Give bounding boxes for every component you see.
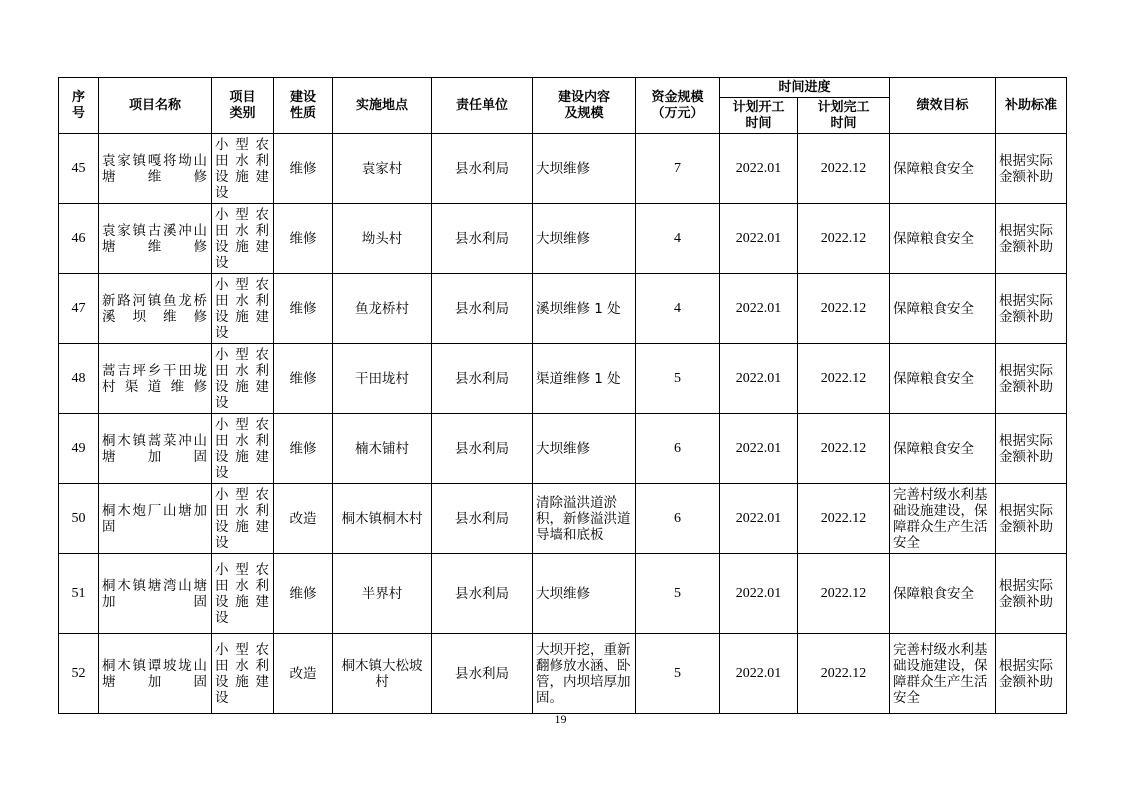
cell-goal: 保障粮食安全 bbox=[890, 274, 996, 344]
cell-end: 2022.12 bbox=[798, 344, 890, 414]
header-name bbox=[99, 78, 212, 134]
cell-subsidy: 根据实际金额补助 bbox=[996, 344, 1067, 414]
cell-goal: 保障粮食安全 bbox=[890, 554, 996, 634]
cell-start: 2022.01 bbox=[720, 484, 798, 554]
cell-end: 2022.12 bbox=[798, 554, 890, 634]
cell-seq: 46 bbox=[59, 204, 99, 274]
cell-content: 大坝维修 bbox=[533, 204, 636, 274]
cell-nature: 维修 bbox=[274, 274, 333, 344]
cell-subsidy: 根据实际金额补助 bbox=[996, 134, 1067, 204]
cell-location: 桐木镇大松坡村 bbox=[333, 634, 432, 714]
cell-category: 小型农田水利设施建设 bbox=[212, 484, 274, 554]
cell-nature: 维修 bbox=[274, 414, 333, 484]
cell-fund: 5 bbox=[636, 344, 720, 414]
cell-fund: 6 bbox=[636, 484, 720, 554]
cell-seq: 51 bbox=[59, 554, 99, 634]
cell-unit: 县水利局 bbox=[432, 204, 533, 274]
cell-fund: 5 bbox=[636, 554, 720, 634]
cell-start: 2022.01 bbox=[720, 204, 798, 274]
page-number: 19 bbox=[554, 712, 567, 726]
header-subsidy bbox=[996, 78, 1067, 134]
cell-subsidy: 根据实际金额补助 bbox=[996, 554, 1067, 634]
cell-name: 袁家镇古溪冲山塘维修 bbox=[99, 204, 212, 274]
table-row bbox=[59, 634, 1067, 714]
cell-location: 袁家村 bbox=[333, 134, 432, 204]
cell-unit: 县水利局 bbox=[432, 484, 533, 554]
cell-content: 清除溢洪道淤积，新修溢洪道导墙和底板 bbox=[533, 484, 636, 554]
header-nature bbox=[274, 78, 333, 134]
cell-nature: 维修 bbox=[274, 134, 333, 204]
header-schedule-label: 时间进度 bbox=[778, 79, 831, 95]
cell-name: 袁家镇嘎将坳山塘维修 bbox=[99, 134, 212, 204]
cell-unit: 县水利局 bbox=[432, 634, 533, 714]
cell-start: 2022.01 bbox=[720, 274, 798, 344]
cell-seq: 50 bbox=[59, 484, 99, 554]
cell-goal: 完善村级水利基础设施建设，保障群众生产生活安全 bbox=[890, 634, 996, 714]
cell-content: 大坝开挖，重新翻修放水涵、卧管，内坝培厚加固。 bbox=[533, 634, 636, 714]
cell-fund: 5 bbox=[636, 634, 720, 714]
cell-category: 小型农田水利设施建设 bbox=[212, 134, 274, 204]
header-name-label: 项目名称 bbox=[128, 97, 181, 113]
cell-start: 2022.01 bbox=[720, 414, 798, 484]
cell-content: 大坝维修 bbox=[533, 414, 636, 484]
cell-seq: 52 bbox=[59, 634, 99, 714]
header-location bbox=[333, 78, 432, 134]
cell-goal: 保障粮食安全 bbox=[890, 414, 996, 484]
cell-location: 鱼龙桥村 bbox=[333, 274, 432, 344]
cell-start: 2022.01 bbox=[720, 634, 798, 714]
cell-fund: 6 bbox=[636, 414, 720, 484]
cell-start: 2022.01 bbox=[720, 554, 798, 634]
cell-location: 干田垅村 bbox=[333, 344, 432, 414]
cell-end: 2022.12 bbox=[798, 274, 890, 344]
cell-unit: 县水利局 bbox=[432, 274, 533, 344]
cell-category: 小型农田水利设施建设 bbox=[212, 344, 274, 414]
cell-subsidy: 根据实际金额补助 bbox=[996, 484, 1067, 554]
cell-subsidy: 根据实际金额补助 bbox=[996, 414, 1067, 484]
table-row bbox=[59, 414, 1067, 484]
cell-location: 楠木铺村 bbox=[333, 414, 432, 484]
cell-end: 2022.12 bbox=[798, 414, 890, 484]
cell-name: 蒿吉坪乡干田垅村渠道维修 bbox=[99, 344, 212, 414]
header-category-label: 项目 类别 bbox=[229, 89, 256, 121]
header-subsidy-label: 补助标准 bbox=[1005, 97, 1058, 113]
cell-fund: 7 bbox=[636, 134, 720, 204]
cell-fund: 4 bbox=[636, 274, 720, 344]
table-row bbox=[59, 484, 1067, 554]
header-content bbox=[533, 78, 636, 134]
header-start bbox=[720, 98, 798, 134]
cell-name: 桐木镇蒿菜冲山塘加固 bbox=[99, 414, 212, 484]
cell-content: 大坝维修 bbox=[533, 134, 636, 204]
cell-category: 小型农田水利设施建设 bbox=[212, 274, 274, 344]
header-fund-label: 资金规模 （万元） bbox=[651, 89, 704, 121]
cell-location: 半界村 bbox=[333, 554, 432, 634]
header-seq bbox=[59, 78, 99, 134]
cell-nature: 改造 bbox=[274, 484, 333, 554]
cell-name: 桐木镇谭坡垅山塘加固 bbox=[99, 634, 212, 714]
cell-location: 坳头村 bbox=[333, 204, 432, 274]
cell-unit: 县水利局 bbox=[432, 134, 533, 204]
cell-content: 大坝维修 bbox=[533, 554, 636, 634]
cell-end: 2022.12 bbox=[798, 204, 890, 274]
header-seq-label: 序 号 bbox=[71, 89, 85, 121]
cell-end: 2022.12 bbox=[798, 484, 890, 554]
header-end bbox=[798, 98, 890, 134]
cell-category: 小型农田水利设施建设 bbox=[212, 414, 274, 484]
header-unit-label: 责任单位 bbox=[455, 97, 508, 113]
cell-category: 小型农田水利设施建设 bbox=[212, 554, 274, 634]
table-row bbox=[59, 274, 1067, 344]
cell-subsidy: 根据实际金额补助 bbox=[996, 634, 1067, 714]
header-nature-label: 建设 性质 bbox=[289, 89, 316, 121]
cell-goal: 完善村级水利基础设施建设，保障群众生产生活安全 bbox=[890, 484, 996, 554]
cell-nature: 维修 bbox=[274, 204, 333, 274]
cell-seq: 49 bbox=[59, 414, 99, 484]
cell-nature: 改造 bbox=[274, 634, 333, 714]
cell-goal: 保障粮食安全 bbox=[890, 344, 996, 414]
header-unit bbox=[432, 78, 533, 134]
cell-location: 桐木镇桐木村 bbox=[333, 484, 432, 554]
cell-name: 桐木镇塘湾山塘加固 bbox=[99, 554, 212, 634]
cell-nature: 维修 bbox=[274, 554, 333, 634]
cell-unit: 县水利局 bbox=[432, 414, 533, 484]
header-schedule bbox=[720, 78, 890, 98]
cell-content: 溪坝维修 1 处 bbox=[533, 274, 636, 344]
cell-end: 2022.12 bbox=[798, 634, 890, 714]
cell-seq: 48 bbox=[59, 344, 99, 414]
header-category bbox=[212, 78, 274, 134]
cell-end: 2022.12 bbox=[798, 134, 890, 204]
cell-start: 2022.01 bbox=[720, 134, 798, 204]
cell-category: 小型农田水利设施建设 bbox=[212, 634, 274, 714]
cell-start: 2022.01 bbox=[720, 344, 798, 414]
header-start-label: 计划开工 时间 bbox=[732, 99, 785, 131]
header-goal bbox=[890, 78, 996, 134]
table-row bbox=[59, 554, 1067, 634]
cell-unit: 县水利局 bbox=[432, 554, 533, 634]
cell-fund: 4 bbox=[636, 204, 720, 274]
cell-seq: 45 bbox=[59, 134, 99, 204]
header-end-label: 计划完工 时间 bbox=[817, 99, 870, 131]
table-body bbox=[59, 134, 1067, 714]
project-table bbox=[58, 77, 1067, 714]
header-location-label: 实施地点 bbox=[355, 97, 408, 113]
cell-content: 渠道维修 1 处 bbox=[533, 344, 636, 414]
table-row bbox=[59, 134, 1067, 204]
header-fund bbox=[636, 78, 720, 134]
cell-category: 小型农田水利设施建设 bbox=[212, 204, 274, 274]
header-content-label: 建设内容 及规模 bbox=[557, 89, 610, 121]
cell-nature: 维修 bbox=[274, 344, 333, 414]
cell-name: 新路河镇鱼龙桥溪坝维修 bbox=[99, 274, 212, 344]
cell-goal: 保障粮食安全 bbox=[890, 204, 996, 274]
cell-seq: 47 bbox=[59, 274, 99, 344]
table-row bbox=[59, 204, 1067, 274]
cell-subsidy: 根据实际金额补助 bbox=[996, 204, 1067, 274]
cell-subsidy: 根据实际金额补助 bbox=[996, 274, 1067, 344]
table-row bbox=[59, 344, 1067, 414]
cell-unit: 县水利局 bbox=[432, 344, 533, 414]
cell-name: 桐木炮厂山塘加固 bbox=[99, 484, 212, 554]
cell-goal: 保障粮食安全 bbox=[890, 134, 996, 204]
header-goal-label: 绩效目标 bbox=[916, 97, 969, 113]
